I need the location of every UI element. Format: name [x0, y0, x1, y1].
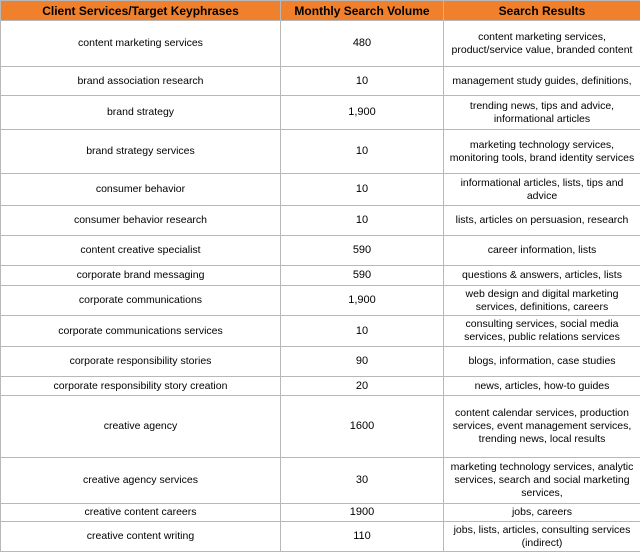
header-row [1, 1, 640, 21]
table-row [1, 286, 640, 316]
keyphrase-cell: content creative specialist [1, 236, 281, 266]
results-cell: career information, lists [444, 236, 640, 266]
header-search-volume: Monthly Search Volume [281, 1, 444, 21]
keyphrase-cell: brand strategy services [1, 130, 281, 174]
keyphrase-cell: corporate brand messaging [1, 266, 281, 286]
volume-cell: 10 [281, 316, 444, 347]
volume-cell: 1900 [281, 504, 444, 522]
volume-cell: 10 [281, 174, 444, 206]
table-row [1, 522, 640, 552]
volume-cell: 10 [281, 67, 444, 96]
results-cell: management study guides, definitions, [444, 67, 640, 96]
header-search-results: Search Results [444, 1, 640, 21]
keyphrase-cell: consumer behavior [1, 174, 281, 206]
table-row [1, 347, 640, 377]
volume-cell: 10 [281, 206, 444, 236]
table-row [1, 174, 640, 206]
volume-cell: 590 [281, 266, 444, 286]
table-row [1, 21, 640, 67]
table-row [1, 377, 640, 396]
table-row [1, 266, 640, 286]
table-row [1, 504, 640, 522]
table-row [1, 67, 640, 96]
results-cell: jobs, lists, articles, consulting services (indirect) [444, 522, 640, 552]
keyphrase-cell: brand strategy [1, 96, 281, 130]
results-cell: trending news, tips and advice, informational articles [444, 96, 640, 130]
table-row [1, 458, 640, 504]
keyphrase-cell: creative content writing [1, 522, 281, 552]
results-cell: web design and digital marketing services, definitions, careers [444, 286, 640, 316]
keyphrase-cell: creative agency services [1, 458, 281, 504]
results-cell: content marketing services, product/service value, branded content [444, 21, 640, 67]
table-row [1, 316, 640, 347]
keyphrase-cell: corporate communications [1, 286, 281, 316]
volume-cell: 90 [281, 347, 444, 377]
table-row [1, 236, 640, 266]
volume-cell: 480 [281, 21, 444, 67]
keyphrase-cell: consumer behavior research [1, 206, 281, 236]
results-cell: questions & answers, articles, lists [444, 266, 640, 286]
keyphrase-cell: corporate responsibility stories [1, 347, 281, 377]
volume-cell: 10 [281, 130, 444, 174]
results-cell: consulting services, social media services, public relations services [444, 316, 640, 347]
results-cell: jobs, careers [444, 504, 640, 522]
keyphrase-cell: creative agency [1, 396, 281, 458]
keyphrase-cell: corporate responsibility story creation [1, 377, 281, 396]
volume-cell: 20 [281, 377, 444, 396]
volume-cell: 1600 [281, 396, 444, 458]
volume-cell: 110 [281, 522, 444, 552]
results-cell: marketing technology services, monitoring tools, brand identity services [444, 130, 640, 174]
volume-cell: 30 [281, 458, 444, 504]
keyphrase-cell: corporate communications services [1, 316, 281, 347]
results-cell: blogs, information, case studies [444, 347, 640, 377]
results-cell: lists, articles on persuasion, research [444, 206, 640, 236]
table-row [1, 396, 640, 458]
results-cell: informational articles, lists, tips and advice [444, 174, 640, 206]
results-cell: news, articles, how-to guides [444, 377, 640, 396]
header-keyphrases: Client Services/Target Keyphrases [1, 1, 281, 21]
table-row [1, 130, 640, 174]
table-row [1, 206, 640, 236]
results-cell: marketing technology services, analytic services, search and social marketing services, [444, 458, 640, 504]
keyphrase-cell: content marketing services [1, 21, 281, 67]
results-cell: content calendar services, production services, event management services, trending news, local results [444, 396, 640, 458]
volume-cell: 590 [281, 236, 444, 266]
table-row [1, 96, 640, 130]
keyphrase-cell: brand association research [1, 67, 281, 96]
volume-cell: 1,900 [281, 96, 444, 130]
volume-cell: 1,900 [281, 286, 444, 316]
keyphrase-cell: creative content careers [1, 504, 281, 522]
